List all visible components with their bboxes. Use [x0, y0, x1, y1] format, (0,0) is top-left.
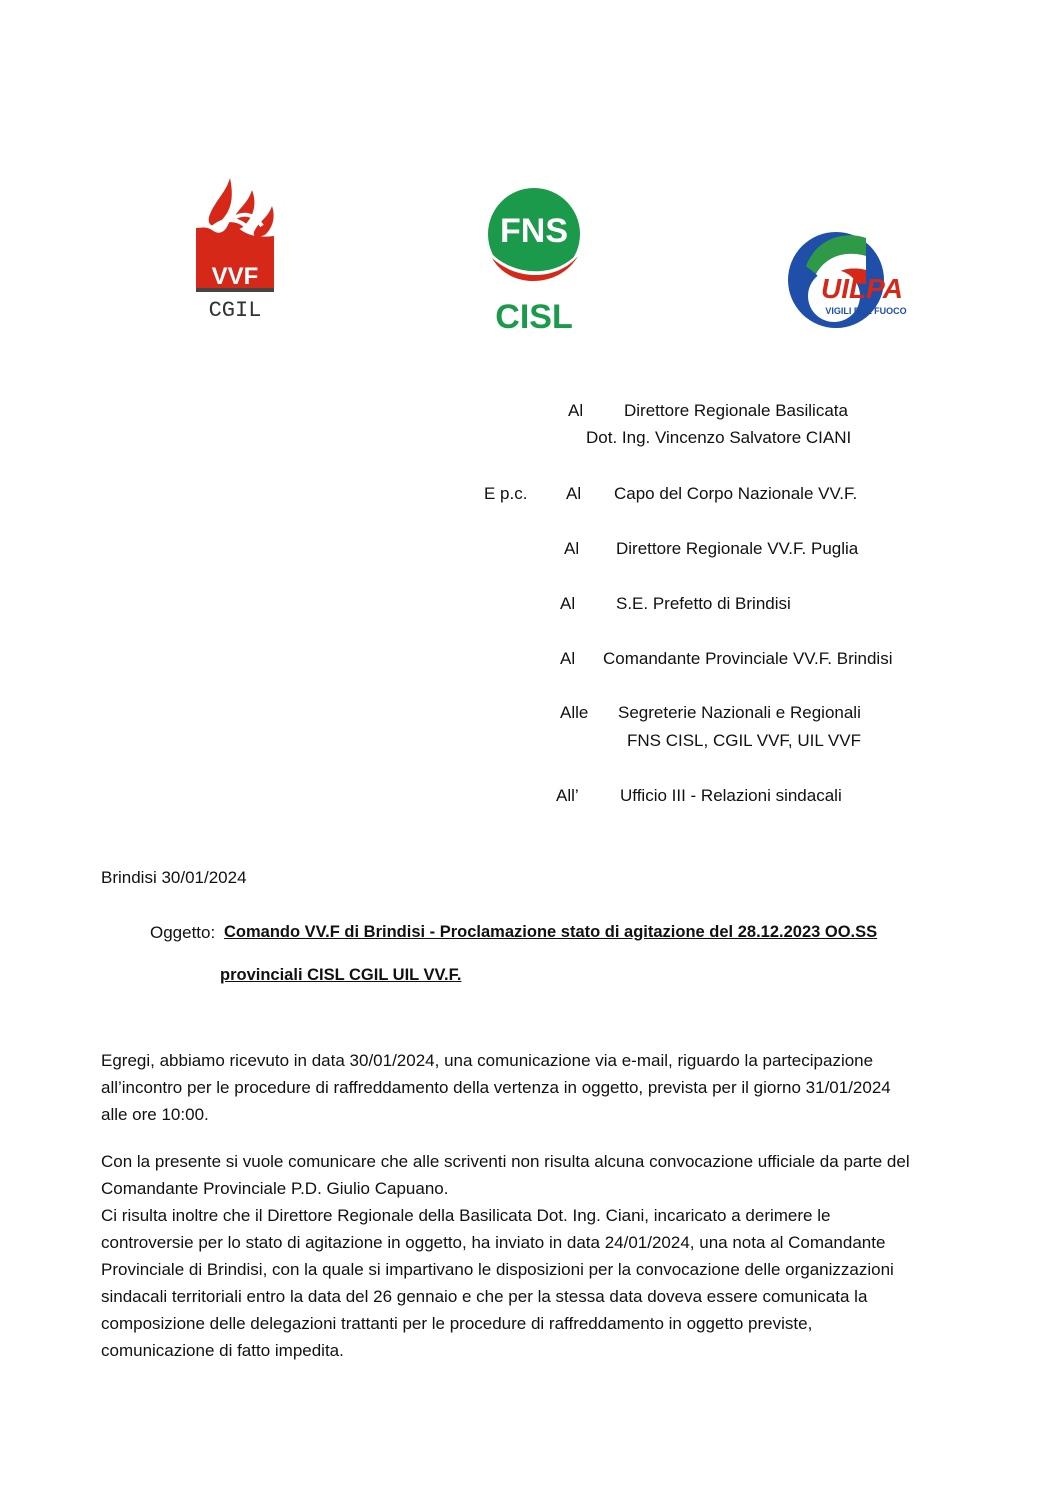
- epc-label: E p.c.: [484, 484, 528, 503]
- uilpa-logo-text: UILPA: [821, 273, 903, 304]
- recipient-line: Dot. Ing. Vincenzo Salvatore CIANI: [586, 428, 852, 447]
- fns-logo-text: FNS: [500, 212, 568, 250]
- date-line: Brindisi 30/01/2024: [101, 868, 247, 887]
- recipient-prefix: Al: [564, 539, 580, 558]
- recipient-line: Comandante Provinciale VV.F. Brindisi: [603, 649, 893, 668]
- cgil-logo-text: CGIL: [208, 298, 262, 323]
- body-paragraph: [101, 1148, 961, 1364]
- body-line: controversie per lo stato di agitazione in oggetto, ha inviato in data 24/01/2024, una nota al Comandante: [101, 1233, 886, 1252]
- vigili-del-fuoco-logo-text: VIGILI DEL FUOCO: [825, 306, 907, 316]
- recipient-line: Ufficio III - Relazioni sindacali: [620, 786, 842, 805]
- recipient-prefix: All’: [556, 786, 579, 805]
- subject-line: provinciali CISL CGIL UIL VV.F.: [220, 966, 462, 984]
- recipient-prefix: Al: [568, 401, 584, 420]
- recipient-prefix: Al: [560, 594, 576, 613]
- body-line: comunicazione di fatto impedita.: [101, 1341, 344, 1360]
- cisl-logo-text: CISL: [495, 298, 573, 332]
- recipient-line: Direttore Regionale Basilicata: [624, 401, 848, 420]
- uilpa-logo: [786, 226, 918, 332]
- body-line: Comandante Provinciale P.D. Giulio Capuano.: [101, 1179, 449, 1198]
- recipient-line: Segreterie Nazionali e Regionali: [618, 703, 861, 722]
- recipient-prefix: Alle: [560, 703, 589, 722]
- body-line: Ci risulta inoltre che il Direttore Regionale della Basilicata Dot. Ing. Ciani, incaricato a derimere le: [101, 1206, 831, 1225]
- fns-cisl-logo: [484, 188, 588, 332]
- recipient-line: S.E. Prefetto di Brindisi: [616, 594, 791, 613]
- recipient-line: Direttore Regionale VV.F. Puglia: [616, 539, 859, 558]
- recipient-line: Capo del Corpo Nazionale VV.F.: [614, 484, 858, 503]
- body-line: Provinciale di Brindisi, con la quale si impartivano le disposizioni per la convocazione delle organizzazioni: [101, 1260, 894, 1279]
- recipient-prefix: Al: [560, 649, 576, 668]
- vvf-logo-text: VVF: [211, 263, 259, 290]
- recipient-line: FNS CISL, CGIL VVF, UIL VVF: [627, 731, 861, 750]
- body-line: alle ore 10:00.: [101, 1105, 209, 1124]
- body-line: Egregi, abbiamo ricevuto in data 30/01/2024, una comunicazione via e-mail, riguardo la partecipazione: [101, 1051, 874, 1070]
- body-line: all’incontro per le procedure di raffreddamento della vertenza in oggetto, prevista per il giorno 31/01/2024: [101, 1078, 891, 1097]
- body-line: sindacali territoriali entro la data del 26 gennaio e che per la stessa data doveva essere comunicata la: [101, 1287, 868, 1306]
- body-line: composizione delle delegazioni trattanti per le procedure di raffreddamento in oggetto previste,: [101, 1314, 813, 1333]
- body-paragraph: [101, 1047, 961, 1128]
- recipient-prefix: Al: [566, 484, 582, 503]
- subject-label: Oggetto:: [150, 923, 216, 942]
- body-line: Con la presente si vuole comunicare che alle scriventi non risulta alcuna convocazione ufficiale da parte del: [101, 1152, 910, 1171]
- cgil-vvf-logo: [186, 176, 282, 324]
- subject-line: Comando VV.F di Brindisi - Proclamazione stato di agitazione del 28.12.2023 OO.SS: [224, 923, 878, 941]
